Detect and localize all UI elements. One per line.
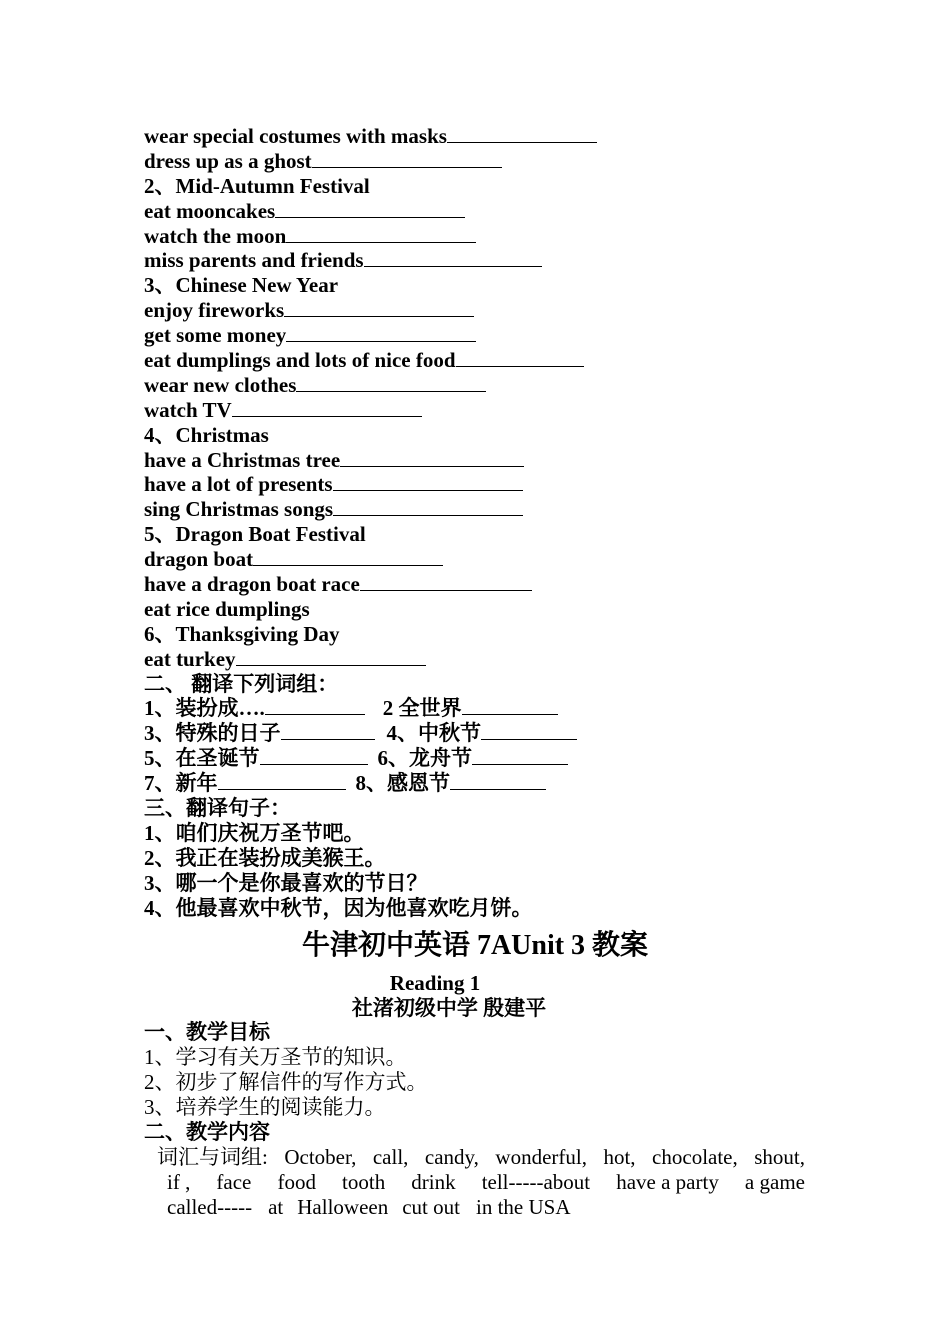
answer-blank[interactable] <box>284 298 474 317</box>
phrase-line: sing Christmas songs <box>144 497 806 522</box>
vocab-word: hot, <box>603 1145 636 1169</box>
sentence-item: 4、他最喜欢中秋节，因为他喜欢吃月饼。 <box>144 895 533 920</box>
phrase-line: watch the moon <box>144 224 806 249</box>
answer-blank[interactable] <box>462 696 558 715</box>
answer-blank[interactable] <box>218 771 346 790</box>
phrase-line: eat rice dumplings <box>144 596 310 621</box>
answer-blank[interactable] <box>236 647 426 666</box>
vocab-word: if , <box>167 1170 191 1194</box>
vocab-label: 词汇与词组 <box>157 1145 262 1169</box>
goals-heading: 一、教学目标 <box>144 1020 270 1044</box>
vocab-word: tooth <box>342 1170 386 1194</box>
answer-blank[interactable] <box>333 472 523 491</box>
answer-blank[interactable] <box>275 199 465 218</box>
vocab-word: candy, <box>424 1145 479 1169</box>
answer-blank[interactable] <box>447 124 597 143</box>
answer-blank[interactable] <box>265 696 365 715</box>
phrase-line: enjoy fireworks <box>144 298 806 323</box>
festival-heading: 2、Mid-Autumn Festival <box>144 173 370 198</box>
vocab-word: chocolate, <box>652 1145 738 1169</box>
vocab-word: at <box>268 1195 284 1219</box>
sentence-item: 3、哪一个是你最喜欢的节日？ <box>144 870 428 895</box>
translate-row: 3、特殊的日子 4、中秋节 <box>144 721 806 746</box>
vocab-word: call, <box>372 1145 409 1169</box>
vocab-word: October, <box>284 1145 357 1169</box>
answer-blank[interactable] <box>260 746 368 765</box>
answer-blank[interactable] <box>364 248 542 267</box>
section-3-heading: 三、翻译句子： <box>144 796 291 821</box>
phrase-line: get some money <box>144 323 806 348</box>
phrase-line: eat mooncakes <box>144 199 806 224</box>
vocab-word: Halloween <box>297 1195 389 1219</box>
vocab-word: cut out <box>402 1195 460 1219</box>
answer-blank[interactable] <box>360 572 532 591</box>
festival-heading: 6、Thanksgiving Day <box>144 621 340 646</box>
phrase-line: have a Christmas tree <box>144 448 806 473</box>
vocab-word: wonderful, <box>495 1145 587 1169</box>
phrase-line: eat dumplings and lots of nice food <box>144 348 806 373</box>
lesson-subtitle: Reading 1 <box>389 971 481 995</box>
vocab-word: face <box>216 1170 252 1194</box>
answer-blank[interactable] <box>312 149 502 168</box>
lesson-title: 牛津初中英语 7AUnit 3 教案 <box>301 930 649 961</box>
vocab-word: have a party <box>616 1170 719 1194</box>
sentence-item: 1、咱们庆祝万圣节吧。 <box>144 820 365 845</box>
answer-blank[interactable] <box>333 497 523 516</box>
vocab-word: food <box>277 1170 316 1194</box>
goal-item: 2、初步了解信件的写作方式。 <box>144 1069 428 1094</box>
vocab-word: in the USA <box>475 1195 571 1219</box>
section-2-heading: 二、 翻译下列词组： <box>144 671 339 696</box>
festival-heading: 5、Dragon Boat Festival <box>144 522 366 547</box>
lesson-body <box>144 1020 806 1144</box>
phrase-line: have a dragon boat race <box>144 572 806 597</box>
sentence-item: 2、我正在装扮成美猴王。 <box>144 845 386 870</box>
phrase-line: watch TV <box>144 398 806 423</box>
phrase-line: dress up as a ghost <box>144 149 806 174</box>
vocab-word: tell-----about <box>481 1170 591 1194</box>
answer-blank[interactable] <box>286 224 476 243</box>
answer-blank[interactable] <box>296 373 486 392</box>
vocab-row: 词汇与词组: October, call, candy, wonderful, hot, chocolate, shout, <box>157 1145 805 1169</box>
phrase-list <box>144 124 806 921</box>
answer-blank[interactable] <box>286 323 476 342</box>
translate-row: 7、新年 8、感恩节 <box>144 771 806 796</box>
content-heading: 二、教学内容 <box>144 1119 270 1144</box>
phrase-line: eat turkey <box>144 647 806 672</box>
vocab-word: drink <box>411 1170 456 1194</box>
phrase-line: wear special costumes with masks <box>144 124 806 149</box>
answer-blank[interactable] <box>281 721 375 740</box>
festival-heading: 4、Christmas <box>144 422 269 447</box>
phrase-line: dragon boat <box>144 547 806 572</box>
answer-blank[interactable] <box>481 721 577 740</box>
vocab-word: called----- <box>167 1195 253 1219</box>
answer-blank[interactable] <box>472 746 568 765</box>
answer-blank[interactable] <box>450 771 546 790</box>
festival-heading: 3、Chinese New Year <box>144 273 339 298</box>
answer-blank[interactable] <box>340 448 524 467</box>
vocab-word: a game <box>744 1170 805 1194</box>
vocab-word: shout, <box>754 1145 805 1169</box>
lesson-author: 社渚初级中学 殷建平 <box>351 996 547 1020</box>
answer-blank[interactable] <box>232 398 422 417</box>
phrase-line: wear new clothes <box>144 373 806 398</box>
translate-row: 5、在圣诞节 6、龙舟节 <box>144 746 806 771</box>
phrase-line: miss parents and friends <box>144 248 806 273</box>
vocab-row <box>157 1170 805 1195</box>
goal-item: 3、培养学生的阅读能力。 <box>144 1094 386 1119</box>
answer-blank[interactable] <box>456 348 584 367</box>
answer-blank[interactable] <box>253 547 443 566</box>
goal-item: 1、学习有关万圣节的知识。 <box>144 1044 407 1069</box>
phrase-line: have a lot of presents <box>144 472 806 497</box>
vocabulary-block <box>157 1145 805 1220</box>
translate-row: 1、装扮成…. 2 全世界 <box>144 696 806 721</box>
vocab-row <box>157 1195 805 1220</box>
